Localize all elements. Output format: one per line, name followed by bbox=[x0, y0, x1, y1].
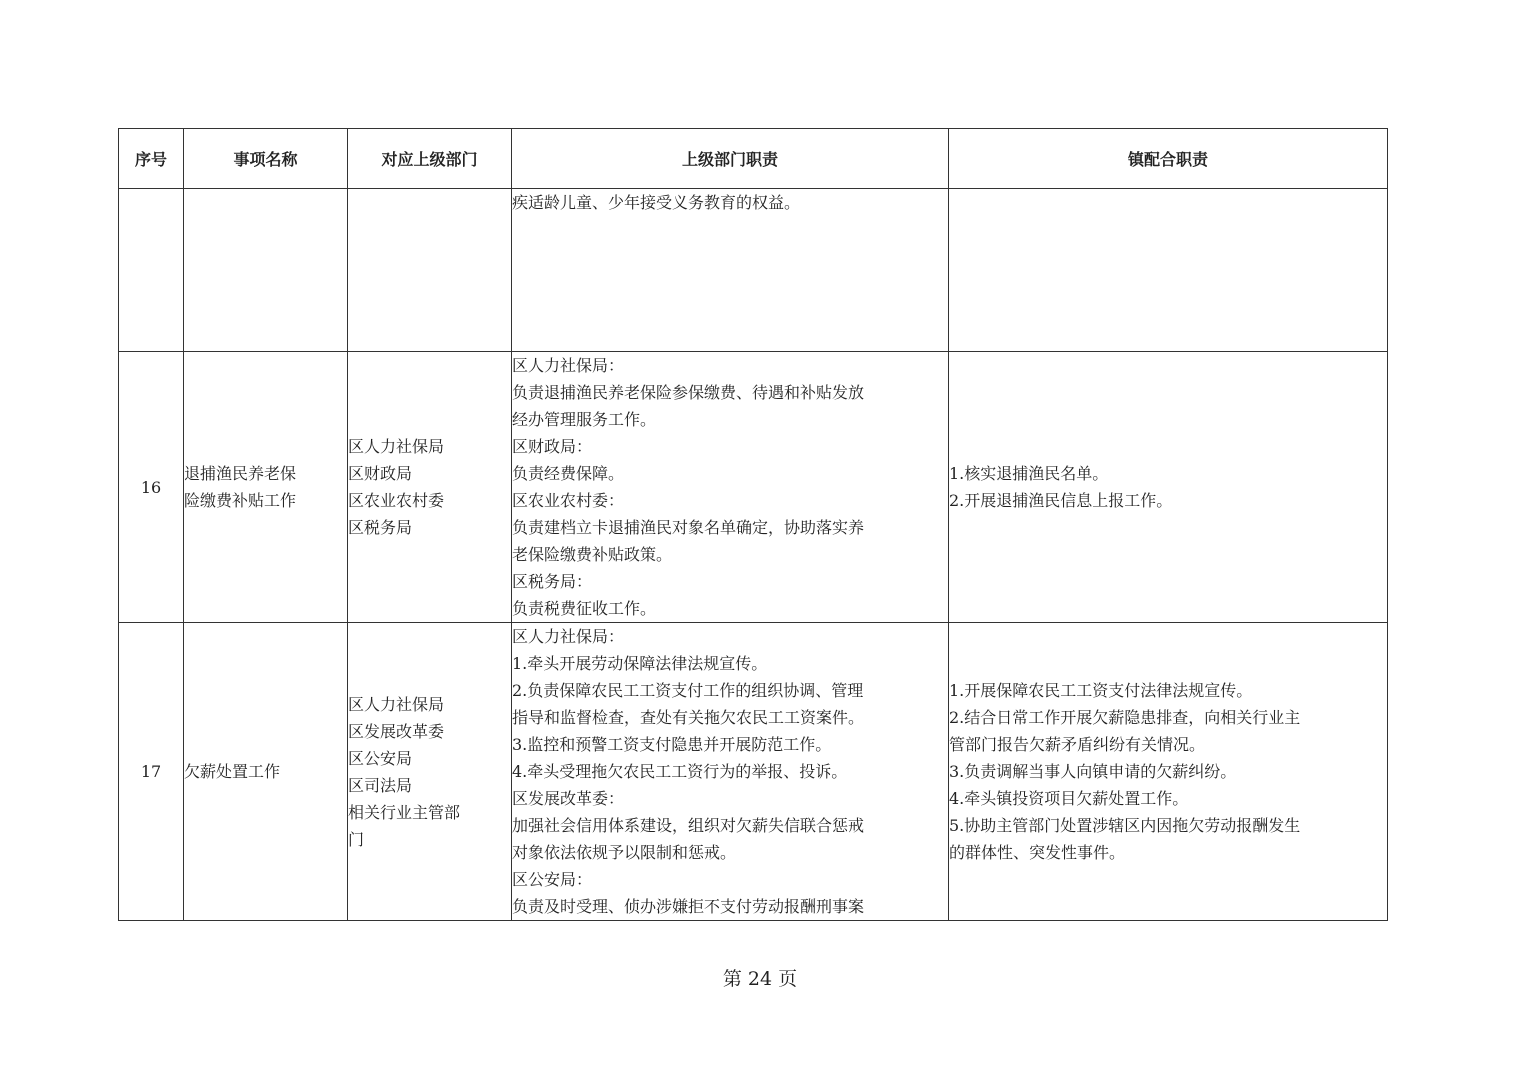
page-number: 第 24 页 bbox=[722, 968, 798, 990]
town-line: 2.结合日常工作开展欠薪隐患排查，向相关行业主 bbox=[949, 708, 1301, 727]
header-superior-dept: 对应上级部门 bbox=[348, 129, 512, 189]
duty-line: 指导和监督检查，查处有关拖欠农民工工资案件。 bbox=[512, 708, 865, 727]
duty-line: 1.牵头开展劳动保障法律法规宣传。 bbox=[512, 654, 768, 673]
seq-cell bbox=[119, 189, 184, 352]
duty-line: 2.负责保障农民工工资支付工作的组织协调、管理 bbox=[512, 681, 864, 700]
dept-cell bbox=[348, 623, 512, 921]
duty-line: 负责税费征收工作。 bbox=[512, 599, 657, 618]
duty-line: 疾适龄儿童、少年接受义务教育的权益。 bbox=[512, 193, 801, 212]
header-row bbox=[119, 129, 1388, 189]
item-cell bbox=[184, 352, 348, 623]
duty-table bbox=[118, 128, 1388, 921]
dept-line: 区人力社保局 bbox=[348, 694, 445, 714]
duty-line: 负责退捕渔民养老保险参保缴费、待遇和补贴发放 bbox=[512, 383, 865, 402]
duty-line: 负责经费保障。 bbox=[512, 464, 625, 483]
duty-line: 负责建档立卡退捕渔民对象名单确定，协助落实养 bbox=[512, 518, 865, 537]
dept-line: 相关行业主管部 bbox=[348, 802, 461, 822]
duty-line: 区财政局： bbox=[512, 437, 593, 456]
table-row-continued bbox=[119, 189, 1388, 352]
duty-line: 4.牵头受理拖欠农民工工资行为的举报、投诉。 bbox=[512, 762, 848, 781]
item-line: 欠薪处置工作 bbox=[184, 762, 281, 781]
town-line: 1.开展保障农民工工资支付法律法规宣传。 bbox=[949, 681, 1253, 700]
dept-line: 区农业农村委 bbox=[348, 491, 445, 510]
dept-line: 区财政局 bbox=[348, 464, 413, 483]
table-row-17 bbox=[119, 623, 1388, 921]
town-line: 2.开展退捕渔民信息上报工作。 bbox=[949, 491, 1173, 510]
duty-line: 区税务局： bbox=[512, 572, 593, 591]
duty-cell bbox=[512, 623, 949, 921]
dept-line: 区司法局 bbox=[348, 775, 413, 795]
town-line: 3.负责调解当事人向镇申请的欠薪纠纷。 bbox=[949, 762, 1237, 781]
seq-cell: 17 bbox=[119, 623, 184, 921]
header-seq: 序号 bbox=[119, 129, 184, 189]
dept-line: 区税务局 bbox=[348, 518, 413, 537]
town-line: 4.牵头镇投资项目欠薪处置工作。 bbox=[949, 789, 1189, 808]
table-row-16 bbox=[119, 352, 1388, 623]
duty-line: 3.监控和预警工资支付隐患并开展防范工作。 bbox=[512, 735, 832, 754]
duty-line: 区公安局： bbox=[512, 870, 593, 889]
duty-line: 区人力社保局： bbox=[512, 356, 625, 375]
duty-line: 经办管理服务工作。 bbox=[512, 410, 657, 429]
duty-line: 区人力社保局： bbox=[512, 627, 625, 646]
dept-cell bbox=[348, 352, 512, 623]
duty-line: 区农业农村委： bbox=[512, 491, 625, 510]
header-town-duty: 镇配合职责 bbox=[949, 129, 1388, 189]
item-line: 险缴费补贴工作 bbox=[184, 491, 297, 510]
town-cell bbox=[949, 623, 1388, 921]
duty-line: 对象依法依规予以限制和惩戒。 bbox=[512, 843, 737, 862]
town-line: 5.协助主管部门处置涉辖区内因拖欠劳动报酬发生 bbox=[949, 816, 1301, 835]
town-line: 1.核实退捕渔民名单。 bbox=[949, 464, 1109, 483]
item-cell bbox=[184, 623, 348, 921]
dept-line: 区人力社保局 bbox=[348, 437, 445, 456]
duty-cell bbox=[512, 352, 949, 623]
duty-cell bbox=[512, 189, 949, 352]
duty-line: 加强社会信用体系建设，组织对欠薪失信联合惩戒 bbox=[512, 816, 865, 835]
item-cell bbox=[184, 189, 348, 352]
town-cell bbox=[949, 189, 1388, 352]
item-line: 退捕渔民养老保 bbox=[184, 464, 297, 483]
dept-line: 门 bbox=[348, 829, 365, 849]
header-superior-duty: 上级部门职责 bbox=[512, 129, 949, 189]
dept-line: 区公安局 bbox=[348, 748, 413, 768]
duty-line: 区发展改革委： bbox=[512, 789, 625, 808]
duty-line: 老保险缴费补贴政策。 bbox=[512, 545, 673, 564]
header-item-name: 事项名称 bbox=[184, 129, 348, 189]
town-line: 管部门报告欠薪矛盾纠纷有关情况。 bbox=[949, 735, 1206, 754]
town-cell bbox=[949, 352, 1388, 623]
seq-cell: 16 bbox=[119, 352, 184, 623]
duty-line: 负责及时受理、侦办涉嫌拒不支付劳动报酬刑事案 bbox=[512, 897, 865, 916]
dept-line: 区发展改革委 bbox=[348, 721, 445, 741]
dept-cell bbox=[348, 189, 512, 352]
town-line: 的群体性、突发性事件。 bbox=[949, 843, 1126, 862]
